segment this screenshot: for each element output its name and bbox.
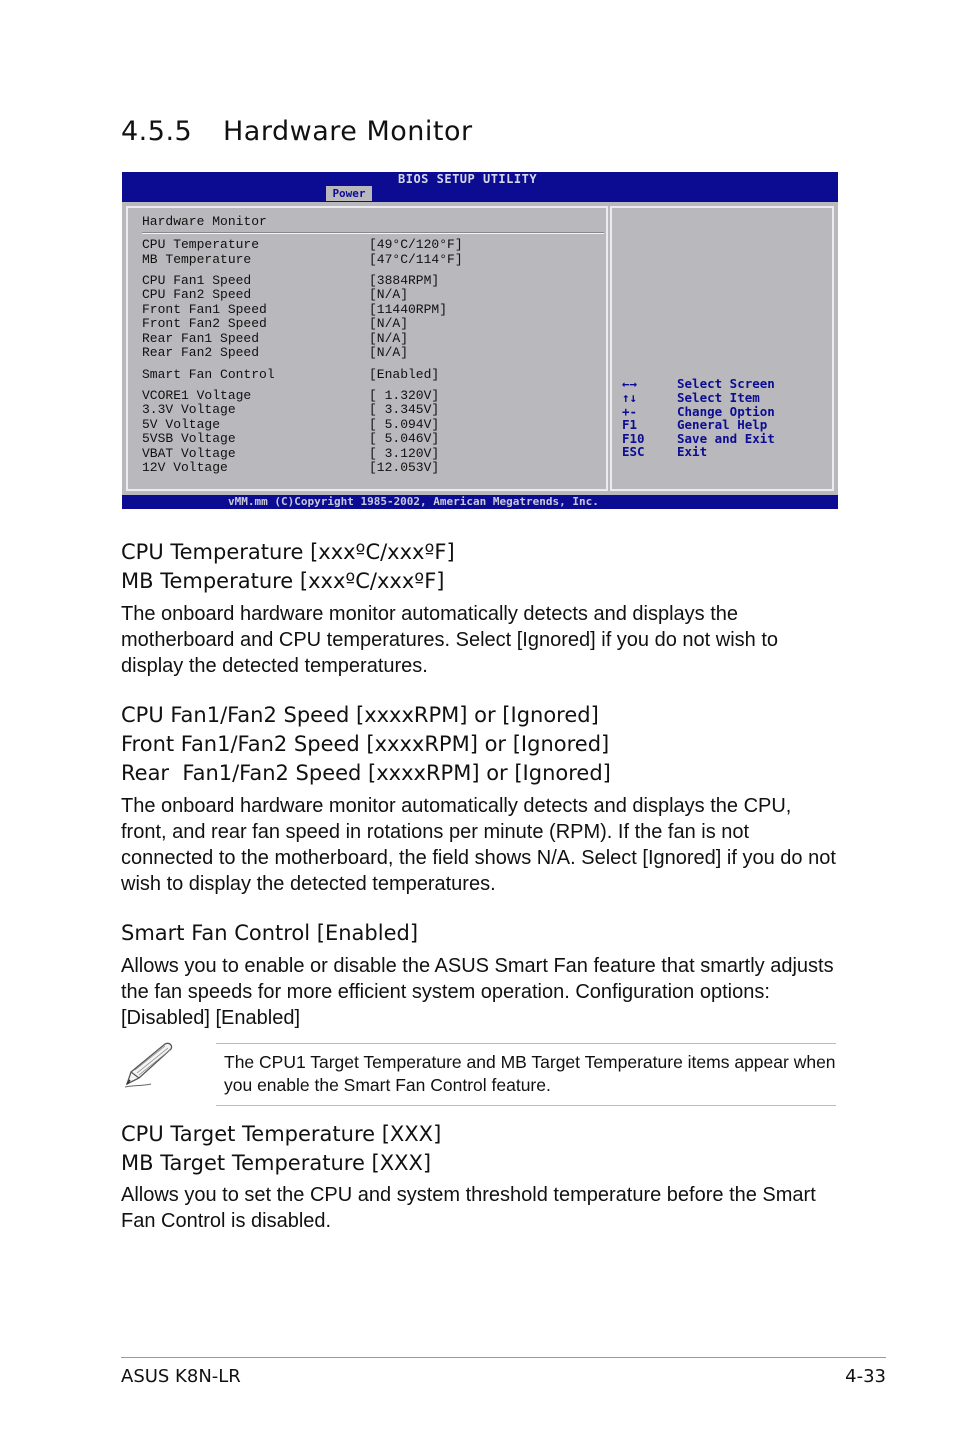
bios-title: BIOS SETUP UTILITY [398,172,538,186]
pencil-note-icon [121,1040,175,1090]
note-text: The CPU1 Target Temperature and MB Target Temperature items appear when you enable the Smart Fan Control feature. [224,1052,836,1095]
heading-cpu-fan-speed: CPU Fan1/Fan2 Speed [xxxxRPM] or [Ignored] [121,703,599,727]
heading-front-fan-speed: Front Fan1/Fan2 Speed [xxxxRPM] or [Ignored] [121,732,610,756]
footer-product-name: ASUS K8N-LR [121,1366,241,1387]
bios-row-vcore1-voltage[interactable]: VCORE1 Voltage [ 1.320V] [142,387,440,403]
bios-row-cpu-fan1[interactable]: CPU Fan1 Speed [3884RPM] [142,272,440,288]
paragraph-temperature: The onboard hardware monitor automatically detects and displays the motherboard and CPU temperatures. Select [Ignored] if you do not wish to display the detected temperatures. [121,603,779,677]
bios-row-cpu-temperature[interactable]: CPU Temperature [49°C/120°F] [142,237,463,252]
heading-mb-temperature: MB Temperature [xxxºC/xxxºF] [121,569,445,593]
bios-row-5v-voltage[interactable]: 5V Voltage [ 5.094V] [142,416,440,432]
bios-copyright: vMM.mm (C)Copyright 1985-2002, American Megatrends, Inc. [228,495,599,508]
bios-row-vbat-voltage[interactable]: VBAT Voltage [ 3.120V] [142,445,440,461]
bios-tab-power[interactable]: Power [326,186,372,201]
section-number: 4.5.5 [121,116,193,147]
bios-divider [142,232,604,234]
bios-row-cpu-fan2[interactable]: CPU Fan2 Speed [N/A] [142,287,409,302]
left-right-arrow-icon: ←→ [622,376,638,391]
bios-row-front-fan1[interactable]: Front Fan1 Speed [11440RPM] [142,301,448,317]
bios-row-front-fan2[interactable]: Front Fan2 Speed [N/A] [142,316,409,331]
bios-title-bar [122,172,838,202]
footer-page-number: 4-33 [845,1366,886,1387]
bios-row-5vsb-voltage[interactable]: 5VSB Voltage [ 5.046V] [142,431,440,446]
up-down-arrow-icon: ↑↓ [622,390,638,405]
bios-panel-heading: Hardware Monitor [142,214,267,229]
bios-row-smart-fan-control[interactable]: Smart Fan Control [Enabled] [142,366,440,382]
paragraph-smart-fan: Allows you to enable or disable the ASUS Smart Fan feature that smartly adjusts the fan speeds for more efficient system operation. Configuration options: [Disabled] [Enabled] [121,955,834,1029]
bios-row-rear-fan1[interactable]: Rear Fan1 Speed [N/A] [142,330,409,346]
heading-mb-target-temperature: MB Target Temperature [XXX] [121,1151,432,1175]
note-bottom-rule [216,1105,836,1106]
bios-status-bar [122,495,838,509]
bios-row-mb-temperature[interactable]: MB Temperature [47°C/114°F] [142,251,463,267]
bios-help-panel: ←→ Select Screen ↑↓ Select Item +- Change Option F1 General Help F10 Save and Exit ESC Exit [610,206,834,491]
paragraph-fan-speed: The onboard hardware monitor automatically detects and displays the CPU, front, and rear fan speed in rotations per minute (RPM). If the fan is not connected to the motherboard, the field shows N/A. Select [Ignored] if you do not wish to display the detected temperatures. [121,795,836,895]
section-title: Hardware Monitor [223,116,473,147]
heading-rear-fan-speed: Rear Fan1/Fan2 Speed [xxxxRPM] or [Ignored] [121,761,611,785]
heading-cpu-target-temperature: CPU Target Temperature [XXX] [121,1122,442,1146]
footer-rule [121,1357,886,1358]
bios-row-rear-fan2[interactable]: Rear Fan2 Speed [N/A] [142,345,409,360]
heading-smart-fan-control: Smart Fan Control [Enabled] [121,921,419,945]
paragraph-target-temperature: Allows you to set the CPU and system threshold temperature before the Smart Fan Control is disabled. [121,1184,816,1232]
bios-row-3v3-voltage[interactable]: 3.3V Voltage [ 3.345V] [142,402,440,417]
bios-settings-panel [126,206,608,491]
note-top-rule [216,1043,836,1044]
bios-row-12v-voltage[interactable]: 12V Voltage [12.053V] [142,460,440,475]
section-heading [121,116,473,147]
heading-cpu-temperature: CPU Temperature [xxxºC/xxxºF] [121,540,455,564]
bios-screenshot [122,172,838,509]
